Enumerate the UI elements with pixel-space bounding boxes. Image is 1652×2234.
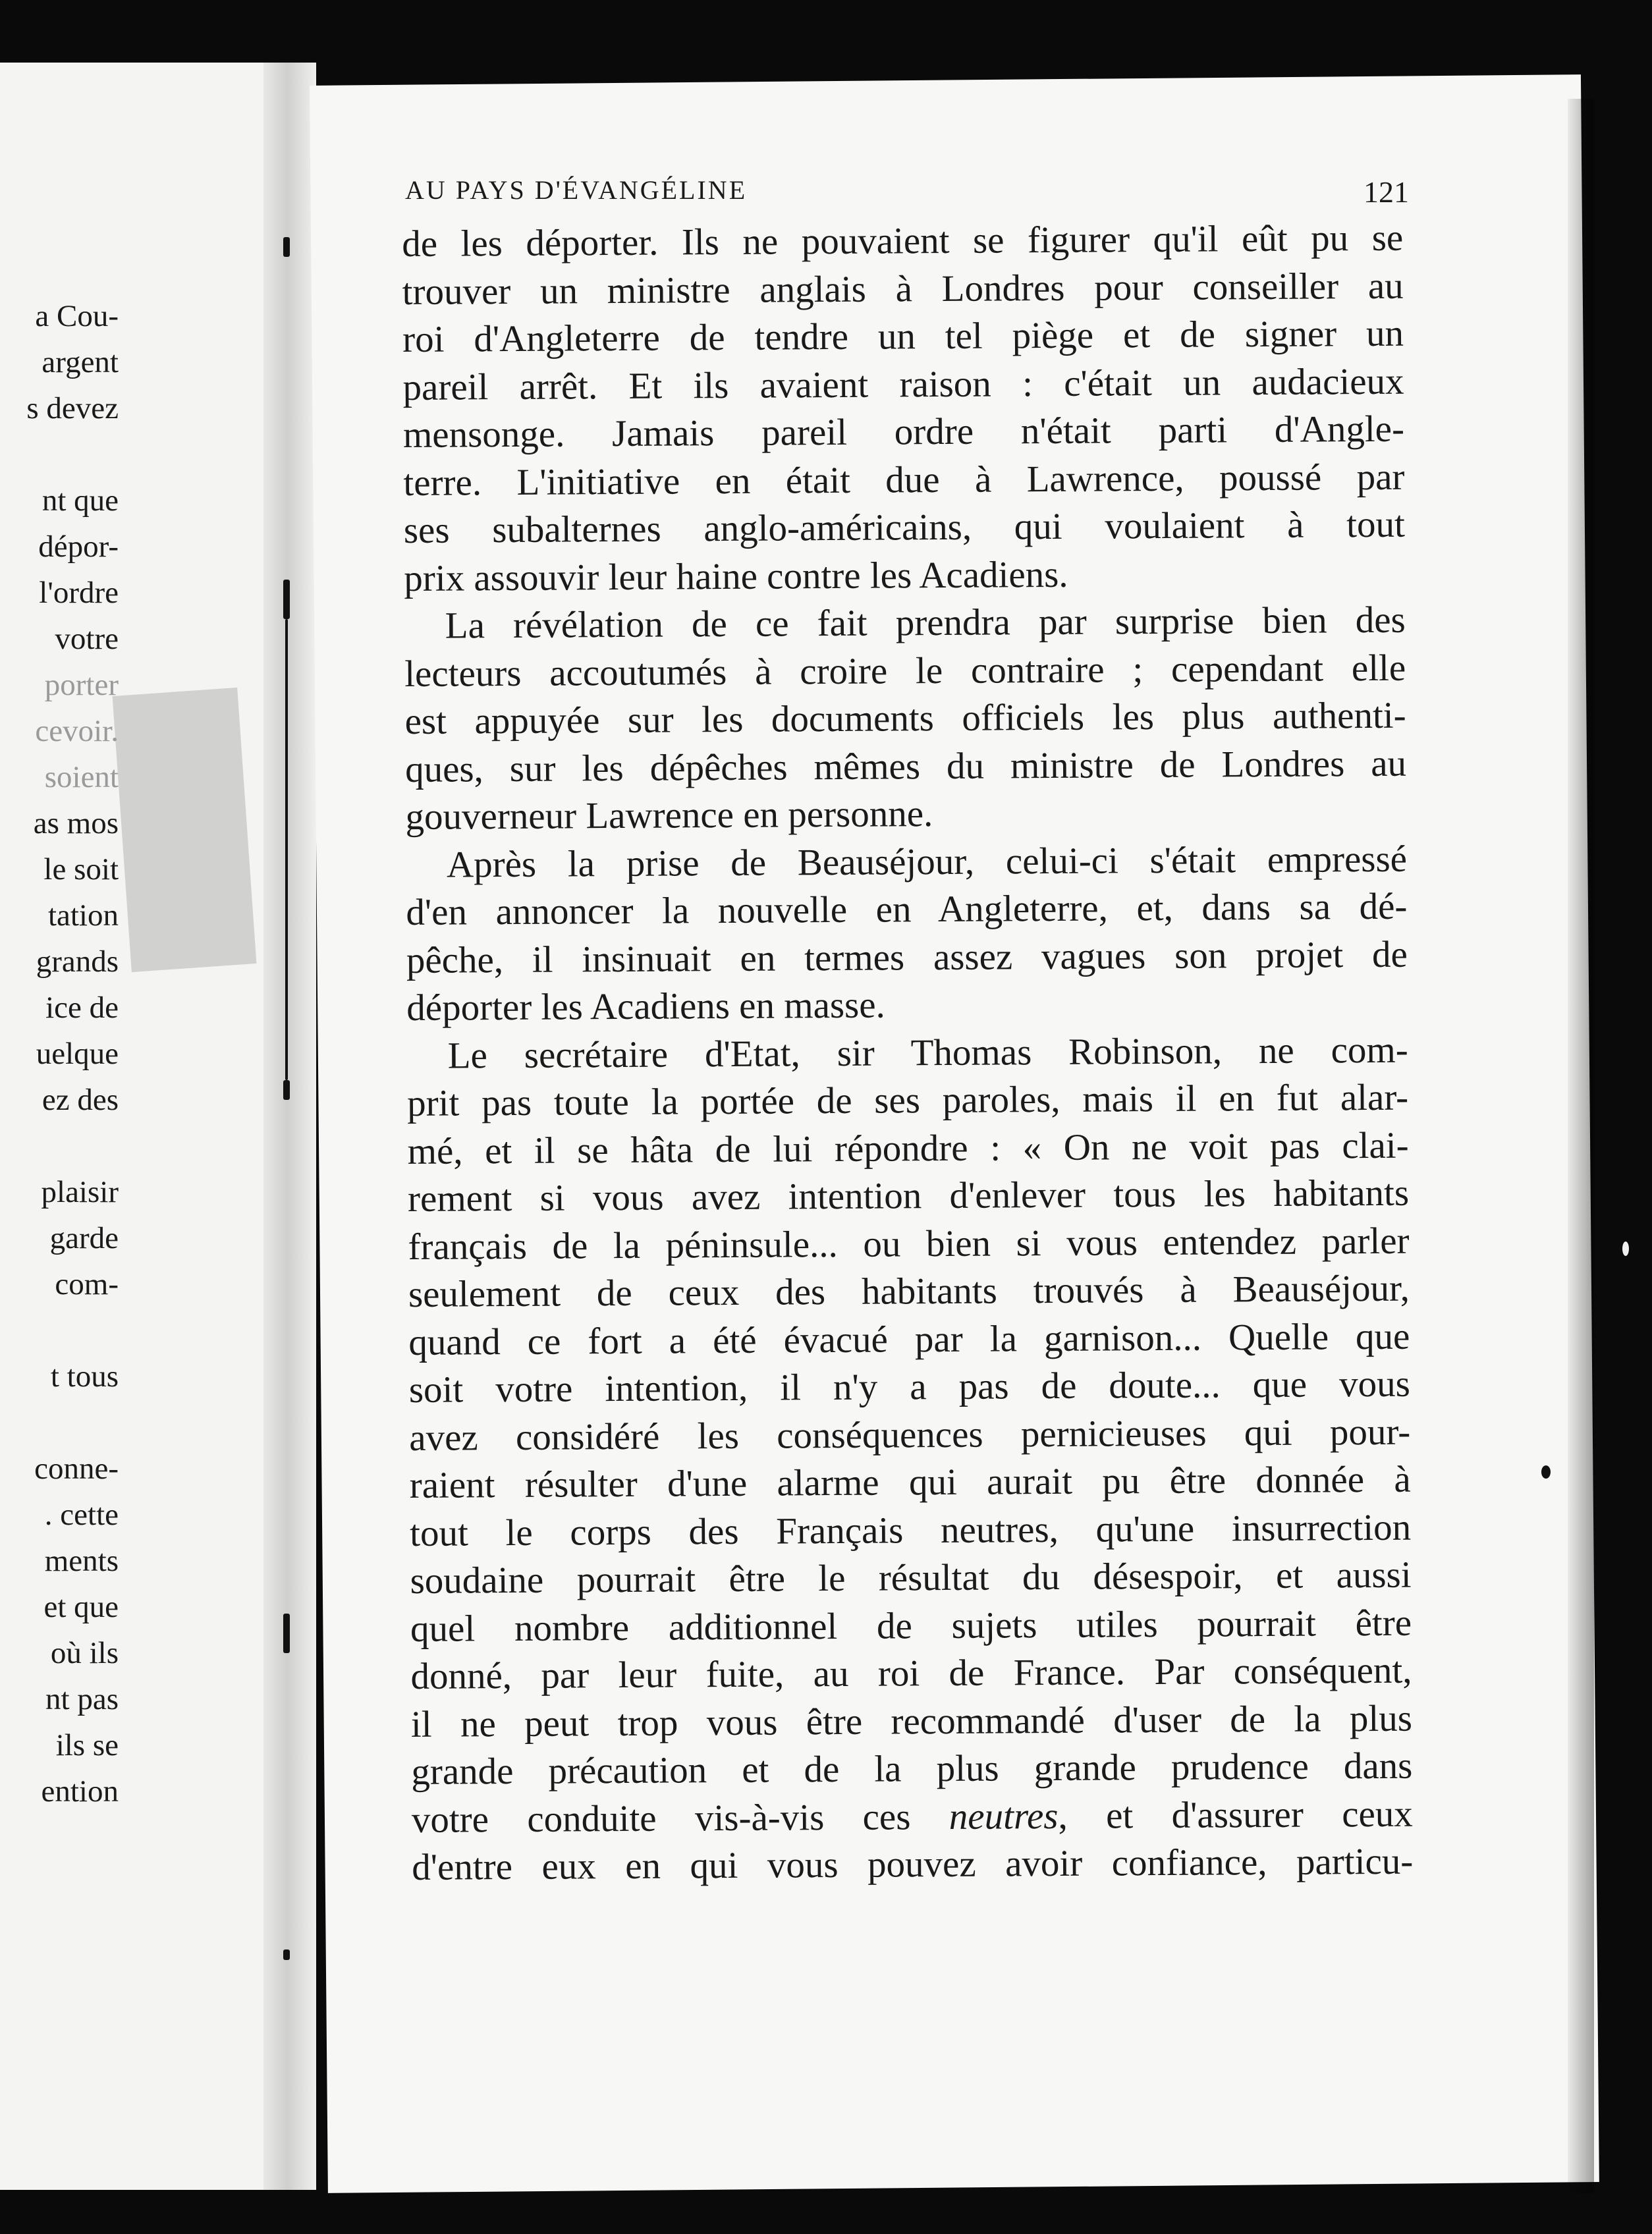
text-line: terre. L'initiative en était due à Lawrence, poussé par (403, 456, 1405, 504)
paragraph-start-line: Après la prise de Beauséjour, celui-ci s'était empressé (446, 838, 1408, 886)
left-line: cevoir. (35, 714, 119, 748)
text-line: trouver un ministre anglais à Londres pour conseiller au (402, 265, 1404, 313)
left-line: porter (44, 668, 119, 702)
binding-thread (285, 619, 288, 1080)
book-spine (263, 63, 316, 2190)
left-line: dépor- (38, 530, 119, 564)
left-line: grands (36, 944, 119, 979)
italic-word: neutres (949, 1795, 1059, 1838)
left-line: t tous (50, 1359, 119, 1394)
left-line: s devez (26, 391, 119, 425)
stitch-mark (283, 1080, 290, 1100)
left-line: conne- (34, 1452, 119, 1486)
left-line: et que (43, 1590, 119, 1624)
left-line: as mos (33, 806, 119, 840)
left-line: argent (41, 345, 119, 379)
text-line: avez considéré les conséquences pernicieuses qui pour- (409, 1411, 1411, 1459)
text-line: il ne peut trop vous être recommandé d'user de la plus (410, 1697, 1413, 1745)
tape-patch (113, 688, 257, 972)
text-line: est appuyée sur les documents officiels les plus authenti- (404, 694, 1406, 742)
text-line: donné, par leur fuite, au roi de France. Par conséquent, (410, 1649, 1412, 1697)
left-line: nt que (41, 483, 119, 518)
text-line: pêche, il insinuait en termes assez vagues son projet de (406, 933, 1408, 981)
left-line: ments (44, 1544, 119, 1578)
left-line: a Cou- (35, 299, 119, 333)
text-line: déporter les Acadiens en masse. (406, 984, 885, 1029)
page-header (405, 175, 1409, 214)
text-line: ses subalternes anglo-américains, qui voulaient à tout (403, 503, 1406, 551)
page-body (402, 215, 1413, 1892)
left-line: où ils (50, 1636, 119, 1670)
left-line: ez des (41, 1083, 119, 1117)
text-line: raient résulter d'une alarme qui aurait pu être donnée à (409, 1458, 1411, 1506)
text-line: ques, sur les dépêches mêmes du ministre de Londres au (404, 742, 1407, 790)
left-line: tation (47, 898, 119, 933)
text-line: lecteurs accoutumés à croire le contraire ; cependant elle (404, 647, 1406, 695)
left-line: . cette (44, 1498, 119, 1532)
left-line: l'ordre (39, 576, 119, 610)
text-line: tout le corps des Français neutres, qu'une insurrection (409, 1506, 1412, 1554)
left-line: ention (41, 1774, 119, 1809)
text-line: quand ce fort a été évacué par la garnison... Quelle que (408, 1315, 1410, 1363)
running-title: AU PAYS D'ÉVANGÉLINE (405, 175, 748, 205)
text-line: mensonge. Jamais pareil ordre n'était parti d'Angle- (402, 408, 1405, 456)
text-run: votre conduite vis-à-vis ces (411, 1795, 911, 1841)
left-page-fragment (0, 63, 300, 2190)
text-run: , et d'assurer ceux (1058, 1793, 1414, 1837)
text-line: grande précaution et de la plus grande prudence dans (411, 1745, 1413, 1793)
stitch-mark (283, 580, 290, 619)
page-edge-shadow (1568, 99, 1594, 2193)
scan-speck (1622, 1241, 1629, 1256)
text-line: mé, et il se hâta de lui répondre : « On ne voit pas clai- (407, 1124, 1409, 1172)
left-line: uelque (36, 1037, 119, 1071)
text-line: quel nombre additionnel de sujets utiles pourrait être (410, 1602, 1412, 1650)
text-line: d'entre eux en qui vous pouvez avoir confiance, particu- (412, 1840, 1414, 1888)
text-line: prit pas toute la portée de ses paroles, mais il en fut alar- (406, 1076, 1409, 1124)
left-line: ils se (55, 1728, 119, 1762)
scan-speck (1541, 1465, 1551, 1479)
text-line: pareil arrêt. Et ils avaient raison : c'était un audacieux (402, 360, 1404, 408)
paragraph-start-line: Le secrétaire d'Etat, sir Thomas Robinson, ne com- (447, 1029, 1408, 1077)
text-line: prix assouvir leur haine contre les Acadiens. (404, 553, 1068, 599)
left-line: le soit (43, 852, 119, 886)
paragraph-start-line: La révélation de ce fait prendra par surprise bien des (445, 599, 1406, 647)
text-line: de les déporter. Ils ne pouvaient se figurer qu'il eût pu se (402, 217, 1404, 265)
left-line: votre (55, 622, 119, 656)
text-line-with-italic (412, 1790, 1413, 1844)
page-number: 121 (1363, 175, 1409, 209)
text-line: soit votre intention, il n'y a pas de doute... que vous (408, 1363, 1411, 1411)
stitch-mark (283, 1614, 290, 1653)
left-line: plaisir (41, 1175, 119, 1209)
left-line: ice de (45, 991, 119, 1025)
text-line: soudaine pourrait être le résultat du désespoir, et aussi (410, 1554, 1412, 1602)
left-line: com- (55, 1267, 119, 1301)
text-line: d'en annoncer la nouvelle en Angleterre, et, dans sa dé- (406, 885, 1408, 933)
text-line: français de la péninsule... ou bien si vous entendez parler (408, 1220, 1410, 1268)
text-line: gouverneur Lawrence en personne. (405, 793, 933, 838)
stitch-mark (283, 1949, 290, 1960)
left-line: nt pas (45, 1682, 119, 1716)
stitch-mark (283, 237, 290, 257)
left-line: garde (49, 1221, 119, 1255)
left-line: soient (44, 760, 119, 794)
text-line: seulement de ceux des habitants trouvés à Beauséjour, (408, 1267, 1410, 1315)
text-line: rement si vous avez intention d'enlever tous les habitants (407, 1172, 1410, 1220)
text-line: roi d'Angleterre de tendre un tel piège et de signer un (402, 312, 1404, 360)
